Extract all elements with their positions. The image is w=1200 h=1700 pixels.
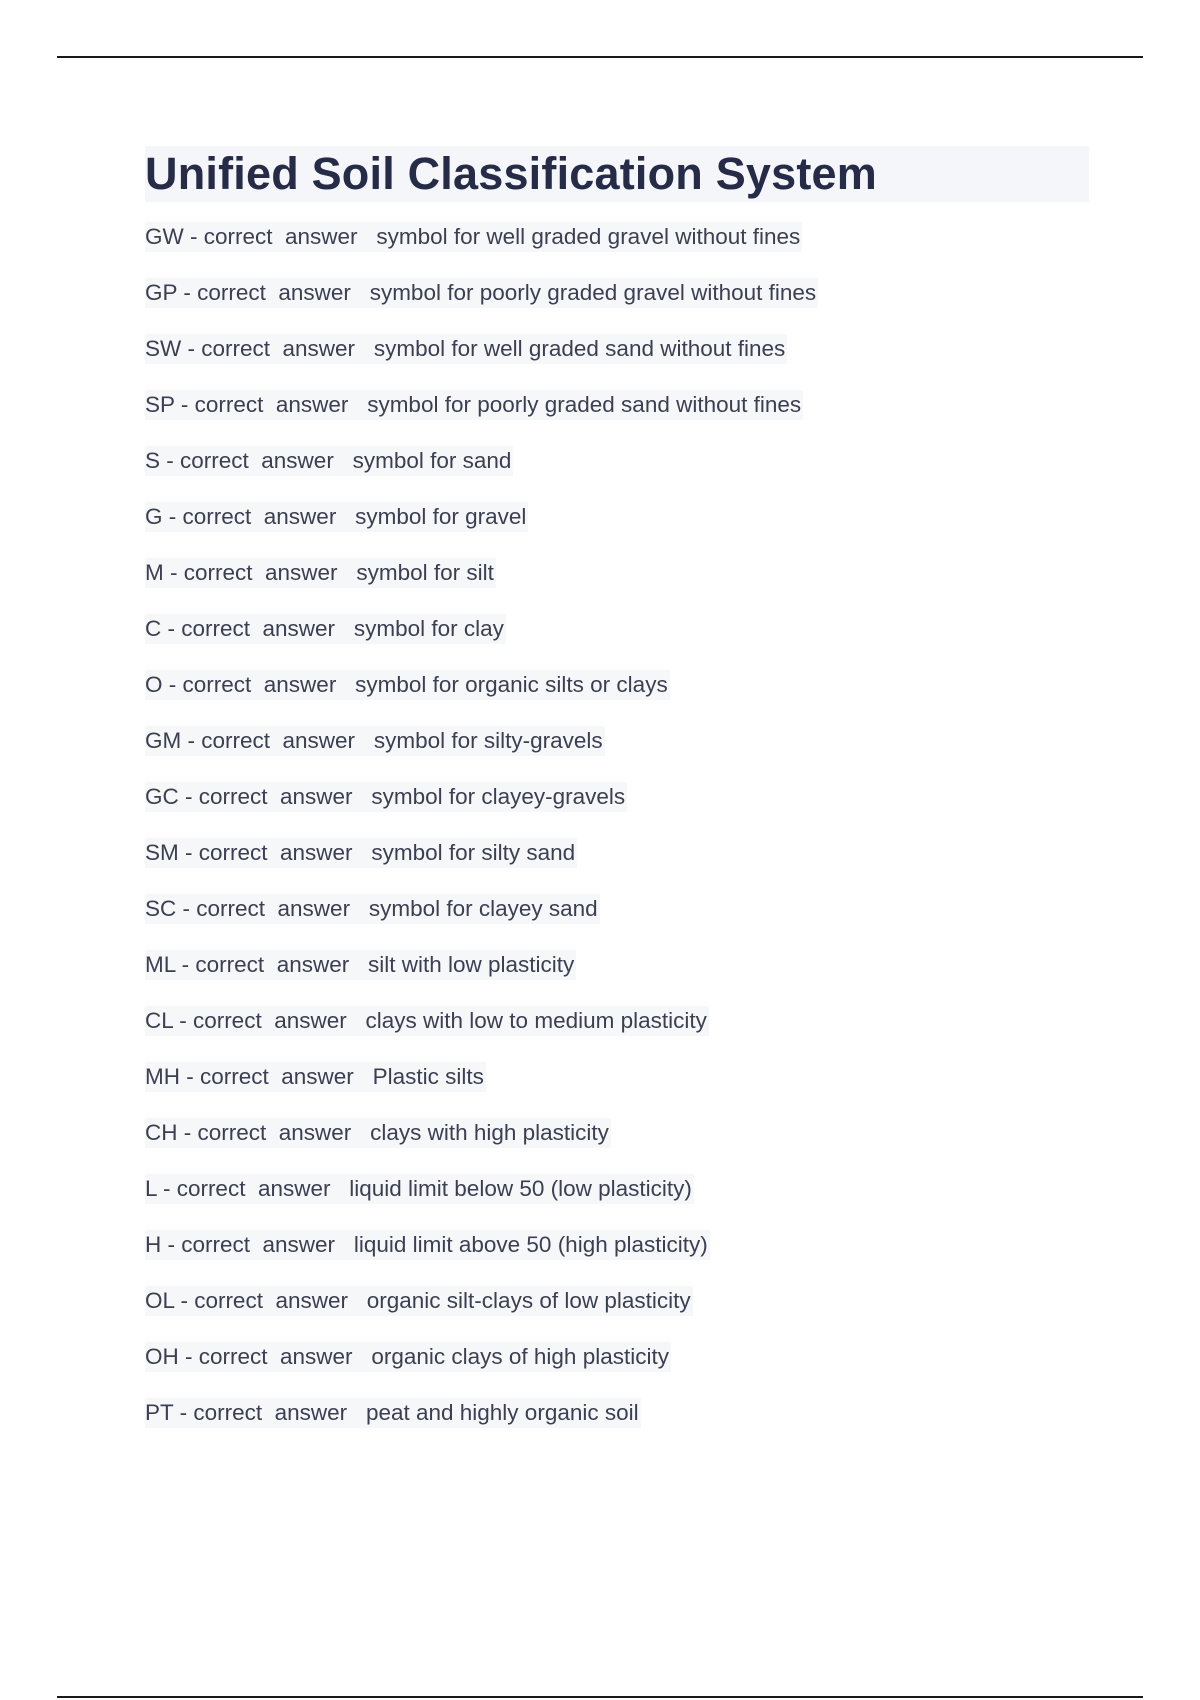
qa-separator: - bbox=[183, 224, 204, 249]
qa-separator: - bbox=[173, 1400, 194, 1425]
qa-item-h bbox=[145, 1222, 1089, 1278]
qa-item-c bbox=[145, 606, 1089, 662]
qa-gap bbox=[349, 952, 368, 977]
qa-separator: - bbox=[161, 1232, 182, 1257]
qa-definition: clays with low to medium plasticity bbox=[365, 1008, 707, 1033]
qa-separator: - bbox=[174, 392, 195, 417]
qa-item-cl bbox=[145, 998, 1089, 1054]
qa-gap bbox=[350, 896, 369, 921]
qa-definition: symbol for well graded sand without fines bbox=[373, 336, 786, 361]
qa-separator: - bbox=[181, 728, 202, 753]
qa-definition: symbol for organic silts or clays bbox=[355, 672, 668, 697]
qa-item-oh bbox=[145, 1334, 1089, 1390]
qa-text bbox=[145, 1342, 671, 1372]
qa-answer-marker: correct answer bbox=[197, 1120, 352, 1145]
qa-gap bbox=[353, 784, 372, 809]
qa-item-mh bbox=[145, 1054, 1089, 1110]
qa-item-gp bbox=[145, 270, 1089, 326]
qa-item-sm bbox=[145, 830, 1089, 886]
qa-text bbox=[145, 1006, 709, 1036]
qa-gap bbox=[355, 336, 374, 361]
qa-text bbox=[145, 446, 513, 476]
qa-gap bbox=[338, 560, 357, 585]
qa-answer-marker: correct answer bbox=[194, 1288, 348, 1313]
qa-answer-marker: correct answer bbox=[200, 1064, 354, 1089]
qa-gap bbox=[336, 672, 355, 697]
qa-item-pt bbox=[145, 1390, 1089, 1446]
qa-answer-marker: correct answer bbox=[181, 616, 336, 641]
qa-text bbox=[145, 726, 605, 756]
qa-text bbox=[145, 614, 506, 644]
qa-term: GW bbox=[145, 224, 184, 249]
qa-answer-marker: correct answer bbox=[195, 952, 350, 977]
qa-definition: symbol for well graded gravel without fines bbox=[376, 224, 801, 249]
qa-answer-marker: correct answer bbox=[201, 336, 356, 361]
qa-separator: - bbox=[162, 504, 183, 529]
qa-separator: - bbox=[178, 1344, 199, 1369]
qa-gap bbox=[353, 1344, 372, 1369]
qa-definition: symbol for poorly graded sand without fines bbox=[367, 392, 802, 417]
qa-term: M bbox=[145, 560, 164, 585]
qa-answer-marker: correct answer bbox=[193, 1400, 348, 1425]
qa-definition: symbol for gravel bbox=[355, 504, 527, 529]
qa-answer-marker: correct answer bbox=[197, 280, 351, 305]
qa-term: PT bbox=[145, 1400, 174, 1425]
qa-gap bbox=[348, 392, 367, 417]
qa-separator: - bbox=[161, 616, 182, 641]
qa-item-gw bbox=[145, 214, 1089, 270]
qa-gap bbox=[347, 1008, 366, 1033]
qa-term: CH bbox=[145, 1120, 178, 1145]
qa-text bbox=[145, 1398, 641, 1428]
qa-item-g bbox=[145, 494, 1089, 550]
qa-text bbox=[145, 222, 802, 252]
qa-term: S bbox=[145, 448, 161, 473]
qa-separator: - bbox=[174, 1288, 195, 1313]
qa-separator: - bbox=[181, 336, 202, 361]
qa-item-sw bbox=[145, 326, 1089, 382]
qa-text bbox=[145, 1230, 710, 1260]
qa-answer-marker: correct answer bbox=[198, 784, 353, 809]
qa-term: GM bbox=[145, 728, 182, 753]
qa-item-s bbox=[145, 438, 1089, 494]
qa-separator: - bbox=[178, 840, 199, 865]
qa-gap bbox=[347, 1400, 366, 1425]
qa-term: SW bbox=[145, 336, 182, 361]
qa-answer-marker: correct answer bbox=[203, 224, 358, 249]
qa-answer-marker: correct answer bbox=[192, 1008, 347, 1033]
qa-text bbox=[145, 838, 577, 868]
qa-answer-marker: correct answer bbox=[198, 840, 353, 865]
qa-item-gm bbox=[145, 718, 1089, 774]
qa-definition: symbol for poorly graded gravel without fines bbox=[369, 280, 817, 305]
qa-gap bbox=[335, 616, 354, 641]
qa-term: C bbox=[145, 616, 162, 641]
qa-gap bbox=[348, 1288, 367, 1313]
qa-answer-marker: correct answer bbox=[182, 504, 337, 529]
qa-term: O bbox=[145, 672, 163, 697]
qa-definition: symbol for silty sand bbox=[371, 840, 576, 865]
qa-separator: - bbox=[175, 952, 196, 977]
qa-answer-marker: correct answer bbox=[201, 728, 356, 753]
qa-definition: organic silt-clays of low plasticity bbox=[366, 1288, 691, 1313]
qa-separator: - bbox=[178, 784, 199, 809]
qa-gap bbox=[331, 1176, 350, 1201]
qa-item-ol bbox=[145, 1278, 1089, 1334]
qa-text bbox=[145, 502, 528, 532]
qa-text bbox=[145, 278, 818, 308]
qa-separator: - bbox=[156, 1176, 177, 1201]
qa-definition: symbol for clayey-gravels bbox=[371, 784, 626, 809]
qa-item-o bbox=[145, 662, 1089, 718]
qa-gap bbox=[351, 280, 370, 305]
qa-gap bbox=[334, 448, 353, 473]
qa-separator: - bbox=[162, 672, 183, 697]
qa-text bbox=[145, 782, 627, 812]
qa-gap bbox=[354, 1064, 373, 1089]
qa-term: SP bbox=[145, 392, 175, 417]
qa-answer-marker: correct answer bbox=[196, 896, 351, 921]
qa-term: OL bbox=[145, 1288, 175, 1313]
qa-term: SM bbox=[145, 840, 179, 865]
qa-text bbox=[145, 390, 803, 420]
page-title: Unified Soil Classification System bbox=[145, 148, 877, 199]
qa-text bbox=[145, 950, 576, 980]
qa-gap bbox=[355, 728, 374, 753]
qa-term: CL bbox=[145, 1008, 173, 1033]
qa-definition: silt with low plasticity bbox=[368, 952, 575, 977]
qa-definition: symbol for clayey sand bbox=[368, 896, 598, 921]
qa-gap bbox=[351, 1120, 370, 1145]
qa-answer-marker: correct answer bbox=[181, 1232, 336, 1257]
qa-term: H bbox=[145, 1232, 162, 1257]
qa-answer-marker: correct answer bbox=[180, 448, 334, 473]
qa-definition: clays with high plasticity bbox=[370, 1120, 609, 1145]
qa-separator: - bbox=[177, 1120, 198, 1145]
qa-item-sp bbox=[145, 382, 1089, 438]
qa-term: L bbox=[145, 1176, 157, 1201]
qa-definition: liquid limit above 50 (high plasticity) bbox=[353, 1232, 708, 1257]
qa-answer-marker: correct answer bbox=[194, 392, 349, 417]
qa-term: GC bbox=[145, 784, 179, 809]
qa-definition: symbol for clay bbox=[353, 616, 504, 641]
qa-definition: peat and highly organic soil bbox=[365, 1400, 639, 1425]
qa-text bbox=[145, 558, 496, 588]
qa-gap bbox=[335, 1232, 354, 1257]
qa-text bbox=[145, 670, 670, 700]
qa-separator: - bbox=[180, 1064, 200, 1089]
qa-gap bbox=[358, 224, 377, 249]
qa-text bbox=[145, 1118, 611, 1148]
qa-separator: - bbox=[177, 280, 198, 305]
qa-text bbox=[145, 1174, 694, 1204]
qa-term: OH bbox=[145, 1344, 179, 1369]
qa-separator: - bbox=[172, 1008, 193, 1033]
title-band bbox=[145, 146, 1089, 202]
qa-answer-marker: correct answer bbox=[182, 672, 337, 697]
qa-answer-marker: correct answer bbox=[183, 560, 338, 585]
qa-answer-marker: correct answer bbox=[176, 1176, 331, 1201]
qa-gap bbox=[353, 840, 372, 865]
qa-separator: - bbox=[163, 560, 184, 585]
qa-item-m bbox=[145, 550, 1089, 606]
qa-item-sc bbox=[145, 886, 1089, 942]
document-body bbox=[145, 146, 1089, 1446]
qa-definition: symbol for sand bbox=[352, 448, 512, 473]
qa-definition: Plastic silts bbox=[372, 1064, 484, 1089]
top-divider bbox=[57, 56, 1143, 58]
qa-term: SC bbox=[145, 896, 177, 921]
qa-text bbox=[145, 334, 787, 364]
qa-definition: symbol for silty-gravels bbox=[373, 728, 603, 753]
qa-item-ch bbox=[145, 1110, 1089, 1166]
qa-gap bbox=[336, 504, 355, 529]
qa-definition: organic clays of high plasticity bbox=[371, 1344, 669, 1369]
qa-term: G bbox=[145, 504, 163, 529]
qa-list bbox=[145, 214, 1089, 1446]
qa-text bbox=[145, 1062, 486, 1092]
qa-separator: - bbox=[176, 896, 197, 921]
qa-text bbox=[145, 1286, 693, 1316]
qa-text bbox=[145, 894, 600, 924]
qa-term: MH bbox=[145, 1064, 180, 1089]
qa-definition: liquid limit below 50 (low plasticity) bbox=[349, 1176, 692, 1201]
qa-definition: symbol for silt bbox=[356, 560, 494, 585]
bottom-divider bbox=[57, 1696, 1143, 1698]
qa-item-l bbox=[145, 1166, 1089, 1222]
qa-item-ml bbox=[145, 942, 1089, 998]
qa-term: GP bbox=[145, 280, 178, 305]
qa-separator: - bbox=[160, 448, 181, 473]
qa-answer-marker: correct answer bbox=[198, 1344, 353, 1369]
qa-term: ML bbox=[145, 952, 176, 977]
qa-item-gc bbox=[145, 774, 1089, 830]
